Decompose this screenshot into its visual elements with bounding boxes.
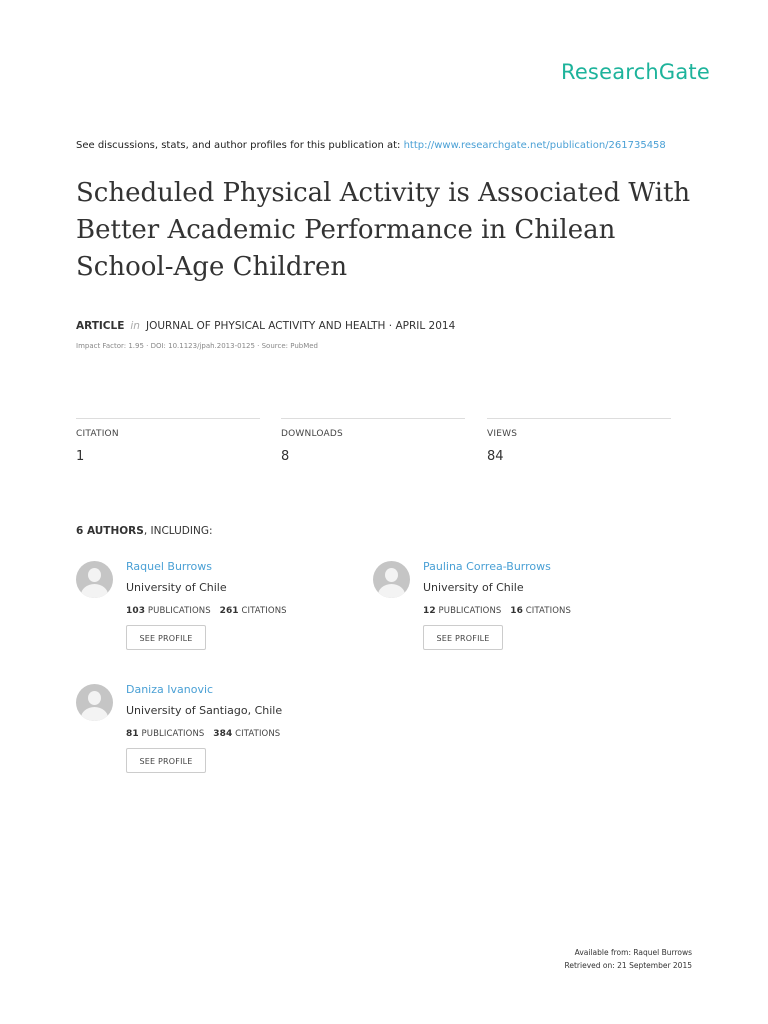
stat-label: VIEWS [487, 429, 518, 439]
stat-value: 1 [76, 449, 85, 464]
author-stats [126, 606, 287, 616]
user-avatar-icon[interactable] [76, 684, 113, 721]
authors-heading [76, 525, 213, 537]
authors-including: , INCLUDING: [143, 525, 213, 537]
author-stats [126, 729, 280, 739]
discussion-line [76, 140, 666, 151]
footer-info [564, 946, 692, 972]
authors-count: 6 AUTHORS [76, 525, 144, 537]
publications-count: 12 [423, 606, 436, 616]
stat-value: 8 [281, 449, 290, 464]
publications-count: 103 [126, 606, 146, 616]
journal-name: JOURNAL OF PHYSICAL ACTIVITY AND HEALTH · APRIL 2014 [145, 320, 456, 332]
stat-value: 84 [487, 449, 504, 464]
author-card [76, 684, 376, 784]
user-avatar-icon[interactable] [76, 561, 113, 598]
discussion-text: See discussions, stats, and author profiles for this publication at: [76, 140, 404, 151]
page-title: Scheduled Physical Activity is Associated With Better Academic Performance in Chilean School-Age Children [76, 178, 691, 282]
article-meta [76, 320, 455, 332]
author-card [373, 561, 673, 661]
citations-label: CITATIONS [525, 606, 571, 616]
in-label: in [130, 320, 140, 332]
author-card [76, 561, 376, 661]
citations-count: 384 [213, 729, 233, 739]
author-name[interactable]: Paulina Correa-Burrows [423, 560, 551, 573]
see-profile-button[interactable]: SEE PROFILE [423, 625, 503, 650]
citations-label: CITATIONS [235, 729, 281, 739]
publication-link[interactable]: http://www.researchgate.net/publication/261735458 [403, 140, 666, 151]
researchgate-logo[interactable]: ResearchGate [560, 60, 710, 84]
retrieved-on: Retrieved on: 21 September 2015 [564, 961, 692, 970]
stat-label: CITATION [76, 429, 119, 439]
publications-label: PUBLICATIONS [147, 606, 211, 616]
article-type: ARTICLE [76, 320, 125, 332]
author-stats [423, 606, 571, 616]
publications-count: 81 [126, 729, 139, 739]
available-from: Available from: Raquel Burrows [574, 948, 692, 957]
citations-label: CITATIONS [241, 606, 287, 616]
article-details: Impact Factor: 1.95 · DOI: 10.1123/jpah.2013-0125 · Source: PubMed [76, 342, 318, 350]
see-profile-button[interactable]: SEE PROFILE [126, 748, 206, 773]
author-institution: University of Santiago, Chile [126, 704, 283, 717]
author-name[interactable]: Raquel Burrows [126, 560, 213, 573]
see-profile-button[interactable]: SEE PROFILE [126, 625, 206, 650]
stat-label: DOWNLOADS [281, 429, 343, 439]
author-institution: University of Chile [423, 581, 524, 594]
citations-count: 16 [510, 606, 523, 616]
publications-label: PUBLICATIONS [438, 606, 502, 616]
stat-views [487, 418, 671, 464]
author-institution: University of Chile [126, 581, 227, 594]
user-avatar-icon[interactable] [373, 561, 410, 598]
publications-label: PUBLICATIONS [141, 729, 205, 739]
stat-downloads [281, 418, 465, 464]
author-name[interactable]: Daniza Ivanovic [126, 683, 214, 696]
citations-count: 261 [219, 606, 239, 616]
stat-citation [76, 418, 260, 464]
